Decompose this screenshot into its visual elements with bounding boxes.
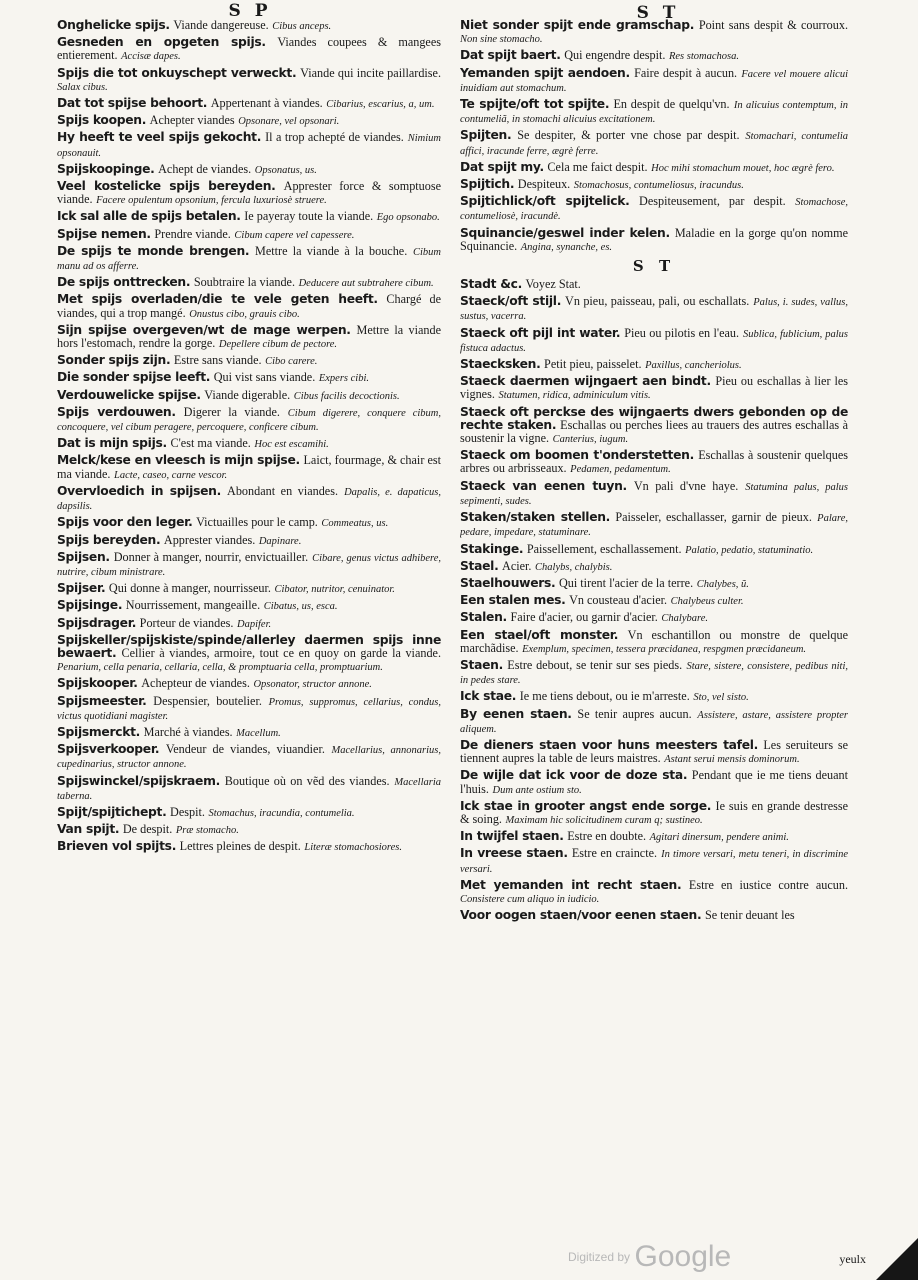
french-gloss: Paisseler, eschallasser, garnir de pieux. xyxy=(615,510,812,525)
headword: De dieners staen voor huns meesters tafel. xyxy=(460,737,759,752)
latin-gloss: Cibare, genus victus adhibere, nutrire, cibum ministrare. xyxy=(57,552,441,578)
latin-gloss: Chalybs, chalybis. xyxy=(535,561,613,573)
dictionary-entry xyxy=(57,695,441,723)
french-gloss: Pieu ou pilotis en l'eau. xyxy=(624,325,740,340)
latin-gloss: Paxillus, cancheriolus. xyxy=(645,360,742,372)
latin-gloss: Agitari dinersum, pendere animi. xyxy=(649,832,789,844)
french-gloss: Qui donne à manger, nourrisseur. xyxy=(108,581,271,596)
headword: Gesneden en opgeten spijs. xyxy=(57,35,266,50)
headword: Verdouwelicke spijse. xyxy=(57,387,201,402)
headword: Spijswinckel/spijskraem. xyxy=(57,773,220,788)
french-gloss: Viandes coupees & mangees entierement. xyxy=(57,35,441,63)
french-gloss: Boutique où on vẽd des viandes. xyxy=(224,773,390,788)
latin-gloss: In timore versari, metu teneri, in discrimine versari. xyxy=(460,849,848,875)
dictionary-entry xyxy=(57,354,441,368)
catchword: yeulx xyxy=(839,1252,866,1266)
french-gloss: Mettre la viande à la bouche. xyxy=(255,243,408,258)
latin-gloss: Non sine stomacho. xyxy=(460,34,543,46)
latin-gloss: Maximam hic solicitudinem curam q; sustineo. xyxy=(505,814,703,826)
headword: Spijser. xyxy=(57,581,106,596)
dictionary-entry xyxy=(57,516,441,530)
headword: Spijtich. xyxy=(460,177,515,192)
headword: Spijs die tot onkuyschept verweckt. xyxy=(57,65,297,80)
latin-gloss: Chalybes, ũ. xyxy=(696,578,749,590)
latin-gloss: Cibo carere. xyxy=(265,356,318,368)
dictionary-entry xyxy=(460,227,848,254)
latin-gloss: Lacte, caseo, carne vescor. xyxy=(114,469,228,481)
headword: Staken/staken stellen. xyxy=(460,510,611,525)
headword: Spijse nemen. xyxy=(57,226,151,241)
french-gloss: Soubtraire la viande. xyxy=(193,275,296,290)
french-gloss: Pendant que ie me tiens deuant l'huis. xyxy=(460,768,848,796)
headword: Met spijs overladen/die te vele geten heeft. xyxy=(57,292,378,307)
dictionary-entry xyxy=(57,131,441,159)
latin-gloss: Literæ stomachosiores. xyxy=(304,842,402,854)
dictionary-entry xyxy=(460,659,848,687)
dictionary-entry xyxy=(460,161,848,175)
dictionary-entry xyxy=(57,67,441,94)
dictionary-entry xyxy=(460,594,848,608)
headword: Spijsinge. xyxy=(57,598,123,613)
dictionary-entry xyxy=(460,19,848,46)
french-gloss: Digerer la viande. xyxy=(183,404,280,419)
french-gloss: Cela me faict despit. xyxy=(547,159,648,174)
headword: De spijs onttrecken. xyxy=(57,275,191,290)
headword: Spijten. xyxy=(460,128,512,143)
dictionary-entry xyxy=(460,449,848,476)
dictionary-entry xyxy=(460,909,848,923)
french-gloss: Petit pieu, paisselet. xyxy=(544,357,642,372)
headword: Niet sonder spijt ende gramschap. xyxy=(460,19,695,32)
french-gloss: Despensier, boutelier. xyxy=(153,693,262,708)
french-gloss: Achepter viandes xyxy=(149,113,235,128)
french-gloss: Viande dangereuse. xyxy=(173,19,269,32)
headword: De wijle dat ick voor de doze sta. xyxy=(460,768,688,783)
dictionary-entry xyxy=(460,67,848,95)
headword: Spijsmeester. xyxy=(57,693,147,708)
french-gloss: Les seruiteurs se tiennent aupres la table de leurs maistres. xyxy=(460,737,848,766)
french-gloss: Ie suis en grande destresse & soing. xyxy=(460,798,848,826)
headword: Spijsdrager. xyxy=(57,615,137,630)
headword: Spijs verdouwen. xyxy=(57,404,176,419)
french-gloss: Estre sans viande. xyxy=(173,353,262,368)
headword: Een stalen mes. xyxy=(460,593,566,608)
french-gloss: Apprester viandes. xyxy=(163,532,256,547)
headword: Staelhouwers. xyxy=(460,575,556,590)
french-gloss: Paissellement, eschallassement. xyxy=(526,541,682,556)
headword: Te spijte/oft tot spijte. xyxy=(460,97,610,112)
dictionary-entry xyxy=(57,726,441,740)
headword: Staen. xyxy=(460,657,503,672)
french-gloss: Pieu ou eschallas à lier les vignes. xyxy=(460,374,848,402)
headword: Voor oogen staen/voor eenen staen. xyxy=(460,908,702,923)
french-gloss: Vendeur de viandes, viuandier. xyxy=(165,742,325,757)
french-gloss: Se despiter, & porter vne chose par despit. xyxy=(517,128,740,143)
headword: Staeck daermen wijngaert aen bindt. xyxy=(460,374,711,389)
french-gloss: Nourrissement, mangeaille. xyxy=(125,598,261,613)
french-gloss: Il a trop achepté de viandes. xyxy=(265,130,404,145)
french-gloss: Donner à manger, nourrir, envictuailler. xyxy=(113,549,309,564)
dictionary-entry xyxy=(460,611,848,625)
latin-gloss: Statumina palus, palus sepimenti, sudes. xyxy=(460,481,848,507)
french-gloss: Faire d'acier, ou garnir d'acier. xyxy=(510,610,658,625)
french-gloss: C'est ma viande. xyxy=(170,436,251,451)
french-gloss: Se tenir deuant les xyxy=(704,908,795,923)
dictionary-entry xyxy=(57,210,441,224)
dictionary-entry xyxy=(460,480,848,508)
headword: Brieven vol spijts. xyxy=(57,839,177,854)
latin-gloss: Macellarius, annonarius, cupedinarius, structor annone. xyxy=(57,745,441,771)
headword: In twijfel staen. xyxy=(460,829,564,844)
headword: Met yemanden int recht staen. xyxy=(460,877,682,892)
french-gloss: Vn pali d'vne haye. xyxy=(633,478,739,493)
latin-gloss: Statumen, ridica, adminiculum vitis. xyxy=(498,390,651,402)
headword: Spijskooper. xyxy=(57,676,138,691)
french-gloss: Appertenant à viandes. xyxy=(210,96,323,111)
dictionary-entry xyxy=(57,551,441,579)
latin-gloss: Hoc mihi stomachum mouet, hoc ægrè fero. xyxy=(651,162,835,174)
page-corner-mark xyxy=(876,1238,918,1280)
headword: Een stael/oft monster. xyxy=(460,627,619,642)
headword: In vreese staen. xyxy=(460,846,568,861)
headword: Staeck/oft stijl. xyxy=(460,294,562,309)
french-gloss: Vn eschantillon ou monstre de quelque marchãdise. xyxy=(460,627,848,655)
headword: Stael. xyxy=(460,558,499,573)
latin-gloss: Sublica, fublicium, palus fistuca adactus. xyxy=(460,328,848,354)
headword: Yemanden spijt aendoen. xyxy=(460,65,630,80)
french-gloss: Acier. xyxy=(502,558,532,573)
headword: Spijskoopinge. xyxy=(57,161,155,176)
dictionary-entry xyxy=(460,739,848,766)
latin-gloss: Accisæ dapes. xyxy=(121,51,181,63)
dictionary-entry xyxy=(57,163,441,177)
headword: Staeck om boomen t'onderstetten. xyxy=(460,448,694,463)
dictionary-entry xyxy=(57,599,441,613)
french-gloss: Apprester force & somptuose viande. xyxy=(57,179,441,207)
dictionary-entry xyxy=(57,840,441,854)
dictionary-entry xyxy=(460,375,848,402)
dictionary-entry xyxy=(460,358,848,372)
latin-gloss: Cibatus, us, esca. xyxy=(263,601,338,613)
french-gloss: Abondant en viandes. xyxy=(227,483,338,498)
latin-gloss: Stomachus, iracundia, contumelia. xyxy=(208,807,355,819)
latin-gloss: Facere vel mouere alicui inuidiam aut stomachum. xyxy=(460,68,848,94)
dictionary-entry xyxy=(460,178,848,192)
dictionary-entry xyxy=(57,806,441,820)
google-watermark xyxy=(568,1240,731,1274)
dictionary-entry xyxy=(460,543,848,557)
dictionary-entry xyxy=(460,830,848,844)
headword: Dat spijt baert. xyxy=(460,48,561,63)
latin-gloss: Angina, synanche, es. xyxy=(520,241,613,253)
french-gloss: Despit. xyxy=(170,804,205,819)
french-gloss: Chargé de viandes, qui a trop mangé. xyxy=(57,292,441,320)
french-gloss: Point sans despit & courroux. xyxy=(698,19,848,32)
latin-gloss: Opsonator, structor annone. xyxy=(253,679,372,691)
dictionary-entry xyxy=(57,97,441,111)
dictionary-entry xyxy=(57,775,441,803)
latin-gloss: Stare, sistere, consistere, pedibus niti, in pedes stare. xyxy=(460,660,848,687)
dictionary-entry xyxy=(460,629,848,656)
headword: Melck/kese en vleesch is mijn spijse. xyxy=(57,453,300,468)
left-column xyxy=(57,19,441,1269)
french-gloss: Estre en iustice contre aucun. xyxy=(688,877,848,892)
headword: Spijsverkooper. xyxy=(57,742,160,757)
latin-gloss: Palatio, pedatio, statuminatio. xyxy=(685,544,814,556)
latin-gloss: Exemplum, specimen, tessera præcidanea, respgmen præcidaneum. xyxy=(522,643,807,655)
dictionary-entry xyxy=(57,406,441,434)
french-gloss: De despit. xyxy=(122,822,173,837)
latin-gloss: Assistere, astare, assistere propter aliquem. xyxy=(460,709,848,735)
headword: Sijn spijse overgeven/wt de mage werpen. xyxy=(57,322,351,337)
headword: Spijsen. xyxy=(57,549,110,564)
french-gloss: Faire despit à aucun. xyxy=(634,65,738,80)
dictionary-entry xyxy=(57,534,441,548)
dictionary-entry xyxy=(460,49,848,63)
headword: Ick sal alle de spijs betalen. xyxy=(57,209,241,224)
latin-gloss: Canterius, iugum. xyxy=(552,434,629,446)
latin-gloss: Stomachari, contumelia affici, iracunde ferre, ægrè ferre. xyxy=(460,131,848,157)
dictionary-entry xyxy=(460,800,848,827)
latin-gloss: Macellum. xyxy=(236,727,281,739)
headword: Staecksken. xyxy=(460,357,541,372)
dictionary-entry xyxy=(460,847,848,875)
headword: By eenen staen. xyxy=(460,706,572,721)
headword: Onghelicke spijs. xyxy=(57,19,170,32)
latin-gloss: Expers cibi. xyxy=(318,373,369,385)
headword: Spijt/spijtichept. xyxy=(57,804,167,819)
latin-gloss: Dum ante ostium sto. xyxy=(492,784,582,796)
dictionary-entry xyxy=(57,324,441,351)
french-gloss: Vn cousteau d'acier. xyxy=(569,593,668,608)
dictionary-entry xyxy=(460,98,848,126)
dictionary-entry xyxy=(57,276,441,290)
latin-gloss: Onustus cibo, grauis cibo. xyxy=(189,308,300,320)
headword: Ick stae. xyxy=(460,689,517,704)
headword: Stalen. xyxy=(460,610,507,625)
headword: Stakinge. xyxy=(460,541,524,556)
latin-gloss: Depellere cibum de pectore. xyxy=(218,339,338,351)
latin-gloss: Commeatus, us. xyxy=(321,518,389,530)
dictionary-entry xyxy=(57,180,441,207)
latin-gloss: Res stomachosa. xyxy=(668,51,739,63)
french-gloss: Ie payeray toute la viande. xyxy=(244,209,374,224)
dictionary-entry xyxy=(460,195,848,223)
dictionary-entry xyxy=(460,560,848,574)
french-gloss: Victuailles pour le camp. xyxy=(196,515,318,530)
french-gloss: En despit de quelqu'vn. xyxy=(613,97,730,112)
headword: Squinancie/geswel inder kelen. xyxy=(460,225,670,240)
dictionary-entry xyxy=(57,582,441,596)
french-gloss: Eschallas à soustenir quelques arbres ou arbrisseaux. xyxy=(460,448,848,476)
french-gloss: Viande qui incite paillardise. xyxy=(300,65,441,80)
french-gloss: Prendre viande. xyxy=(154,226,231,241)
latin-gloss: Deducere aut subtrahere cibum. xyxy=(298,278,434,290)
dictionary-entry xyxy=(460,327,848,355)
watermark-prefix: Digitized by xyxy=(568,1250,631,1264)
dictionary-entry xyxy=(460,129,848,157)
latin-gloss: Cibum digerere, conquere cibum, concoquere, vel cibum peragere, percoquere, conficere cibum. xyxy=(57,407,441,434)
dictionary-entry xyxy=(460,406,848,447)
dictionary-entry xyxy=(57,617,441,631)
dictionary-entry xyxy=(460,879,848,906)
french-gloss: Qui vist sans viande. xyxy=(213,370,316,385)
dictionary-entry xyxy=(57,371,441,385)
headword: Dat is mijn spijs. xyxy=(57,436,167,451)
latin-gloss: Facere opulentum opsonium, fercula luxuriosè struere. xyxy=(96,195,327,207)
dictionary-entry xyxy=(460,769,848,796)
latin-gloss: Cibus anceps. xyxy=(272,21,332,32)
french-gloss: Estre en craincte. xyxy=(571,846,658,861)
headword: Spijtichlick/oft spijtelick. xyxy=(460,194,630,209)
french-gloss: Despiteusement, par despit. xyxy=(639,194,786,209)
dictionary-entry xyxy=(57,114,441,128)
dictionary-entry xyxy=(460,708,848,736)
latin-gloss: Promus, suppromus, cellarius, condus, victus quotidiani magister. xyxy=(57,696,441,722)
dictionary-entry xyxy=(460,690,848,704)
google-logo: Google xyxy=(634,1240,732,1273)
latin-gloss: Nimium opsonauit. xyxy=(57,133,441,159)
latin-gloss: Cibator, nutritor, cenuinator. xyxy=(274,584,395,596)
dictionary-entry xyxy=(57,437,441,451)
section-heading: S T xyxy=(632,257,676,276)
headword: Staeck oft perckse des wijngaerts dwers gebonden op de rechte staken. xyxy=(460,404,848,432)
dictionary-entry xyxy=(57,228,441,242)
french-gloss: Porteur de viandes. xyxy=(139,615,234,630)
french-gloss: Achept de viandes. xyxy=(158,161,252,176)
headword: Spijs koopen. xyxy=(57,113,147,128)
french-gloss: Cellier à viandes, armoire, tout ce en quoy on garde la viande. xyxy=(121,645,441,660)
headword: Spijs voor den leger. xyxy=(57,515,193,530)
latin-gloss: Chalybare. xyxy=(661,613,708,625)
headword: Hy heeft te veel spijs gekocht. xyxy=(57,130,262,145)
french-gloss: Despiteux. xyxy=(517,177,571,192)
latin-gloss: Dapifer. xyxy=(237,618,272,630)
dictionary-entry xyxy=(57,485,441,513)
french-gloss: Laict, fourmage, & chair est ma viande. xyxy=(57,453,441,481)
latin-gloss: Sto, vel sisto. xyxy=(693,692,749,704)
headword: Sonder spijs zijn. xyxy=(57,353,171,368)
headword: Spijs bereyden. xyxy=(57,532,161,547)
french-gloss: Eschallas ou perches liees au trauers des autres eschallas à soustenir la vigne. xyxy=(460,417,848,446)
page-header-right: S T xyxy=(636,3,680,23)
french-gloss: Lettres pleines de despit. xyxy=(179,839,301,854)
french-gloss: Estre en doubte. xyxy=(567,829,647,844)
latin-gloss: Ego opsonabo. xyxy=(376,212,440,224)
latin-gloss: Dapalis, e. dapaticus, dapsilis. xyxy=(57,486,441,513)
page-header-left: S P xyxy=(228,1,272,21)
right-column-bottom xyxy=(460,278,848,923)
dictionary-entry xyxy=(57,743,441,771)
latin-gloss: Chalybeus culter. xyxy=(670,596,744,608)
dictionary-entry xyxy=(57,634,441,675)
latin-gloss: Macellaria taberna. xyxy=(57,776,441,802)
latin-gloss: Pedamen, pedamentum. xyxy=(570,464,671,476)
french-gloss: Achepteur de viandes. xyxy=(141,676,250,691)
headword: Spijsmerckt. xyxy=(57,724,141,739)
latin-gloss: In alicuius contemptum, in contumeliã, in stomachi alicuius excitationem. xyxy=(460,100,848,126)
dictionary-entry xyxy=(57,677,441,691)
dictionary-entry xyxy=(57,293,441,320)
french-gloss: Marché à viandes. xyxy=(143,724,233,739)
dictionary-entry xyxy=(460,295,848,323)
french-gloss: Se tenir aupres aucun. xyxy=(577,706,692,721)
dictionary-entry xyxy=(460,278,848,292)
headword: Dat spijt my. xyxy=(460,159,544,174)
dictionary-entry xyxy=(57,36,441,63)
french-gloss: Mettre la viande hors l'estomach, rendre la gorge. xyxy=(57,322,441,351)
latin-gloss: Consistere cum aliquo in iudicio. xyxy=(460,893,600,905)
headword: Ick stae in grooter angst ende sorge. xyxy=(460,798,712,813)
latin-gloss: Palare, pedare, impedare, statuminare. xyxy=(460,513,848,539)
latin-gloss: Opsonatus, us. xyxy=(254,164,317,176)
latin-gloss: Cibum manu ad os afferre. xyxy=(57,246,441,273)
latin-gloss: Cibarius, escarius, a, um. xyxy=(326,99,435,111)
headword: Veel kostelicke spijs bereyden. xyxy=(57,179,276,194)
latin-gloss: Præ stomacho. xyxy=(175,825,239,837)
dictionary-entry xyxy=(57,823,441,837)
headword: Staeck oft pijl int water. xyxy=(460,325,621,340)
latin-gloss: Stomachose, contumeliosè, iracundè. xyxy=(460,197,848,223)
headword: Overvloedich in spijsen. xyxy=(57,483,221,498)
dictionary-entry xyxy=(57,19,441,33)
headword: Dat tot spijse behoort. xyxy=(57,96,208,111)
french-gloss: Ie me tiens debout, ou ie m'arreste. xyxy=(519,689,690,704)
latin-gloss: Dapinare. xyxy=(258,535,302,547)
latin-gloss: Palus, i. sudes, vallus, sustus, vacerra. xyxy=(460,297,848,323)
latin-gloss: Opsonare, vel opsonari. xyxy=(238,116,340,128)
latin-gloss: Salax cibus. xyxy=(57,81,108,93)
french-gloss: Viande digerable. xyxy=(204,387,291,402)
headword: Stadt &c. xyxy=(460,277,522,292)
dictionary-entry xyxy=(57,454,441,481)
latin-gloss: Cibus facilis decoctionis. xyxy=(293,390,400,402)
latin-gloss: Astant serui mensis dominorum. xyxy=(664,754,800,766)
headword: Van spijt. xyxy=(57,822,120,837)
headword: De spijs te monde brengen. xyxy=(57,243,250,258)
dictionary-entry xyxy=(57,245,441,273)
headword: Die sonder spijse leeft. xyxy=(57,370,211,385)
right-column xyxy=(460,19,848,1259)
latin-gloss: Penarium, cella penaria, cellaria, cella, & promptuaria cella, promptuarium. xyxy=(57,662,383,674)
latin-gloss: Stomachosus, contumeliosus, iracundus. xyxy=(573,180,744,192)
headword: Staeck van eenen tuyn. xyxy=(460,478,627,493)
headword: Spijskeller/spijskiste/spinde/allerley daermen spijs inne bewaert. xyxy=(57,632,441,660)
latin-gloss: Cibum capere vel capessere. xyxy=(234,229,355,241)
french-gloss: Maladie en la gorge qu'on nomme Squinancie. xyxy=(460,225,848,253)
right-column-top xyxy=(460,19,848,254)
dictionary-entry xyxy=(460,577,848,591)
dictionary-entry xyxy=(57,389,441,403)
dictionary-entry xyxy=(460,511,848,539)
french-gloss: Estre debout, se tenir sur ses pieds. xyxy=(507,657,683,672)
french-gloss: Vn pieu, paisseau, pali, ou eschallats. xyxy=(565,294,750,309)
french-gloss: Voyez Stat. xyxy=(525,277,581,292)
french-gloss: Qui engendre despit. xyxy=(564,48,666,63)
latin-gloss: Hoc est escamihi. xyxy=(254,439,329,451)
french-gloss: Qui tirent l'acier de la terre. xyxy=(558,575,694,590)
